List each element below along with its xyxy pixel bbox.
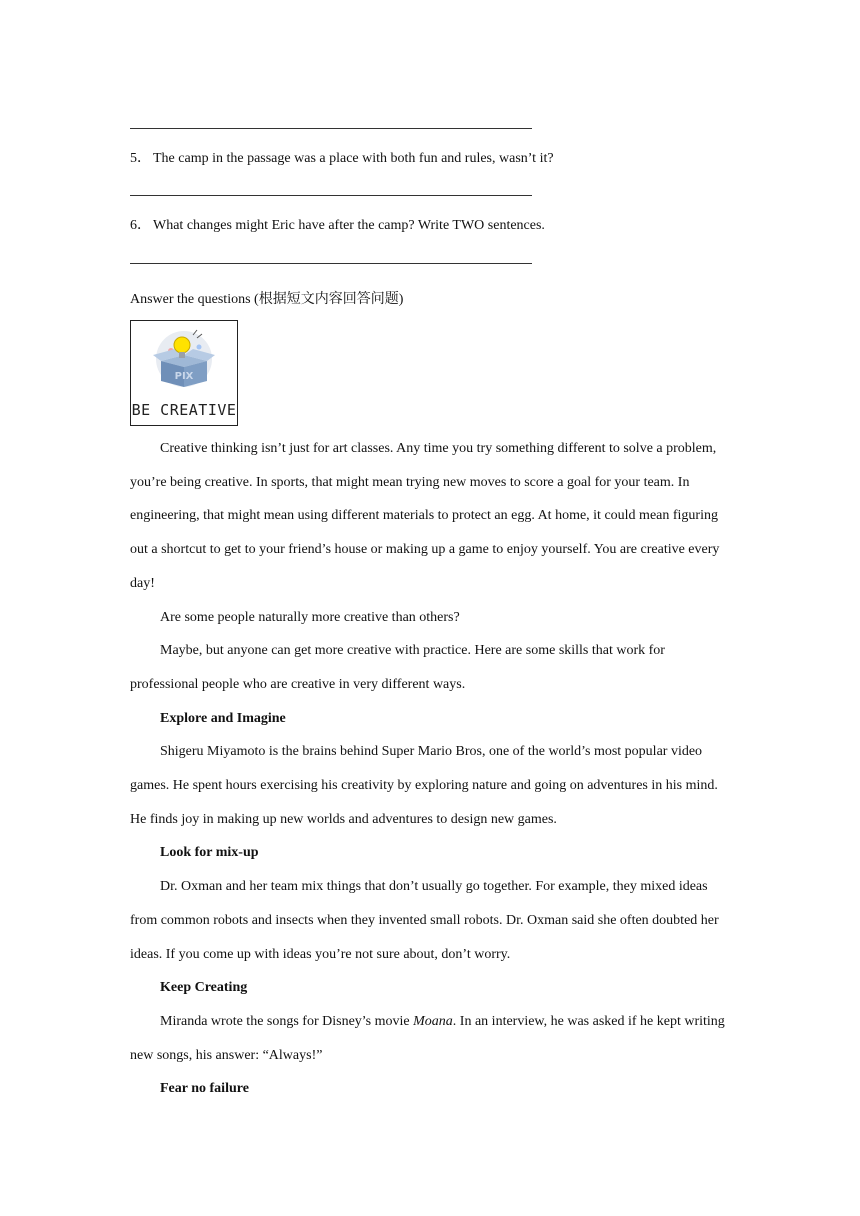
box-text: PIX [174,371,194,382]
paragraph: Dr. Oxman and her team mix things that don’t usually go together. For example, they mixed ideas from common robots and insects when they invented small robots. Dr. Oxman said she often doubted her ideas. If you come up with ideas you’re not sure about, don’t worry. [130,879,719,962]
question-text: What changes might Eric have after the camp? Write TWO sentences. [153,218,545,233]
section-heading: Answer the questions (根据短文内容回答问题) [130,292,404,307]
text-run: Miranda wrote the songs for Disney’s movie [160,1013,414,1029]
answer-line-6[interactable] [130,263,532,264]
answer-line-5[interactable] [130,195,532,196]
paragraph: Maybe, but anyone can get more creative with practice. Here are some skills that work for professional people who are creative in very different ways. [130,643,665,692]
be-creative-image [130,320,238,426]
paragraph: Are some people naturally more creative than others? [160,609,460,625]
image-caption: BE CREATIVE [131,401,237,419]
question-5 [130,147,554,167]
text-run: . In an interview, he was asked if he kept writing new songs, his answer: “Always!” [130,1013,725,1063]
subheading: Fear no failure [160,1081,249,1097]
subheading: Look for mix-up [160,845,259,861]
question-text: The camp in the passage was a place with both fun and rules, wasn’t it? [153,151,554,166]
paragraph: Shigeru Miyamoto is the brains behind Super Mario Bros, one of the world’s most popular video games. He spent hours exercising his creativity by exploring nature and going on adventures in his mind. He finds joy in making up new worlds and adventures to design new games. [130,744,718,827]
paragraph [130,1005,730,1072]
article-body [130,432,730,1106]
question-number: 6． [130,218,151,233]
question-6 [130,214,545,234]
movie-title: Moana [413,1013,453,1029]
subheading: Explore and Imagine [160,710,286,726]
question-number: 5． [130,151,151,166]
subheading: Keep Creating [160,980,248,996]
paragraph: Creative thinking isn’t just for art classes. Any time you try something different to solve a problem, you’re being creative. In sports, that might mean trying new moves to score a goal for your team. In engineering, that might mean using different materials to protect an egg. At home, it could mean figuring out a shortcut to get to your friend’s house or making up a game to enjoy yourself. You are creative every day! [130,441,720,591]
lightbulb-box-icon [131,321,237,401]
answer-line-4[interactable] [130,128,532,129]
